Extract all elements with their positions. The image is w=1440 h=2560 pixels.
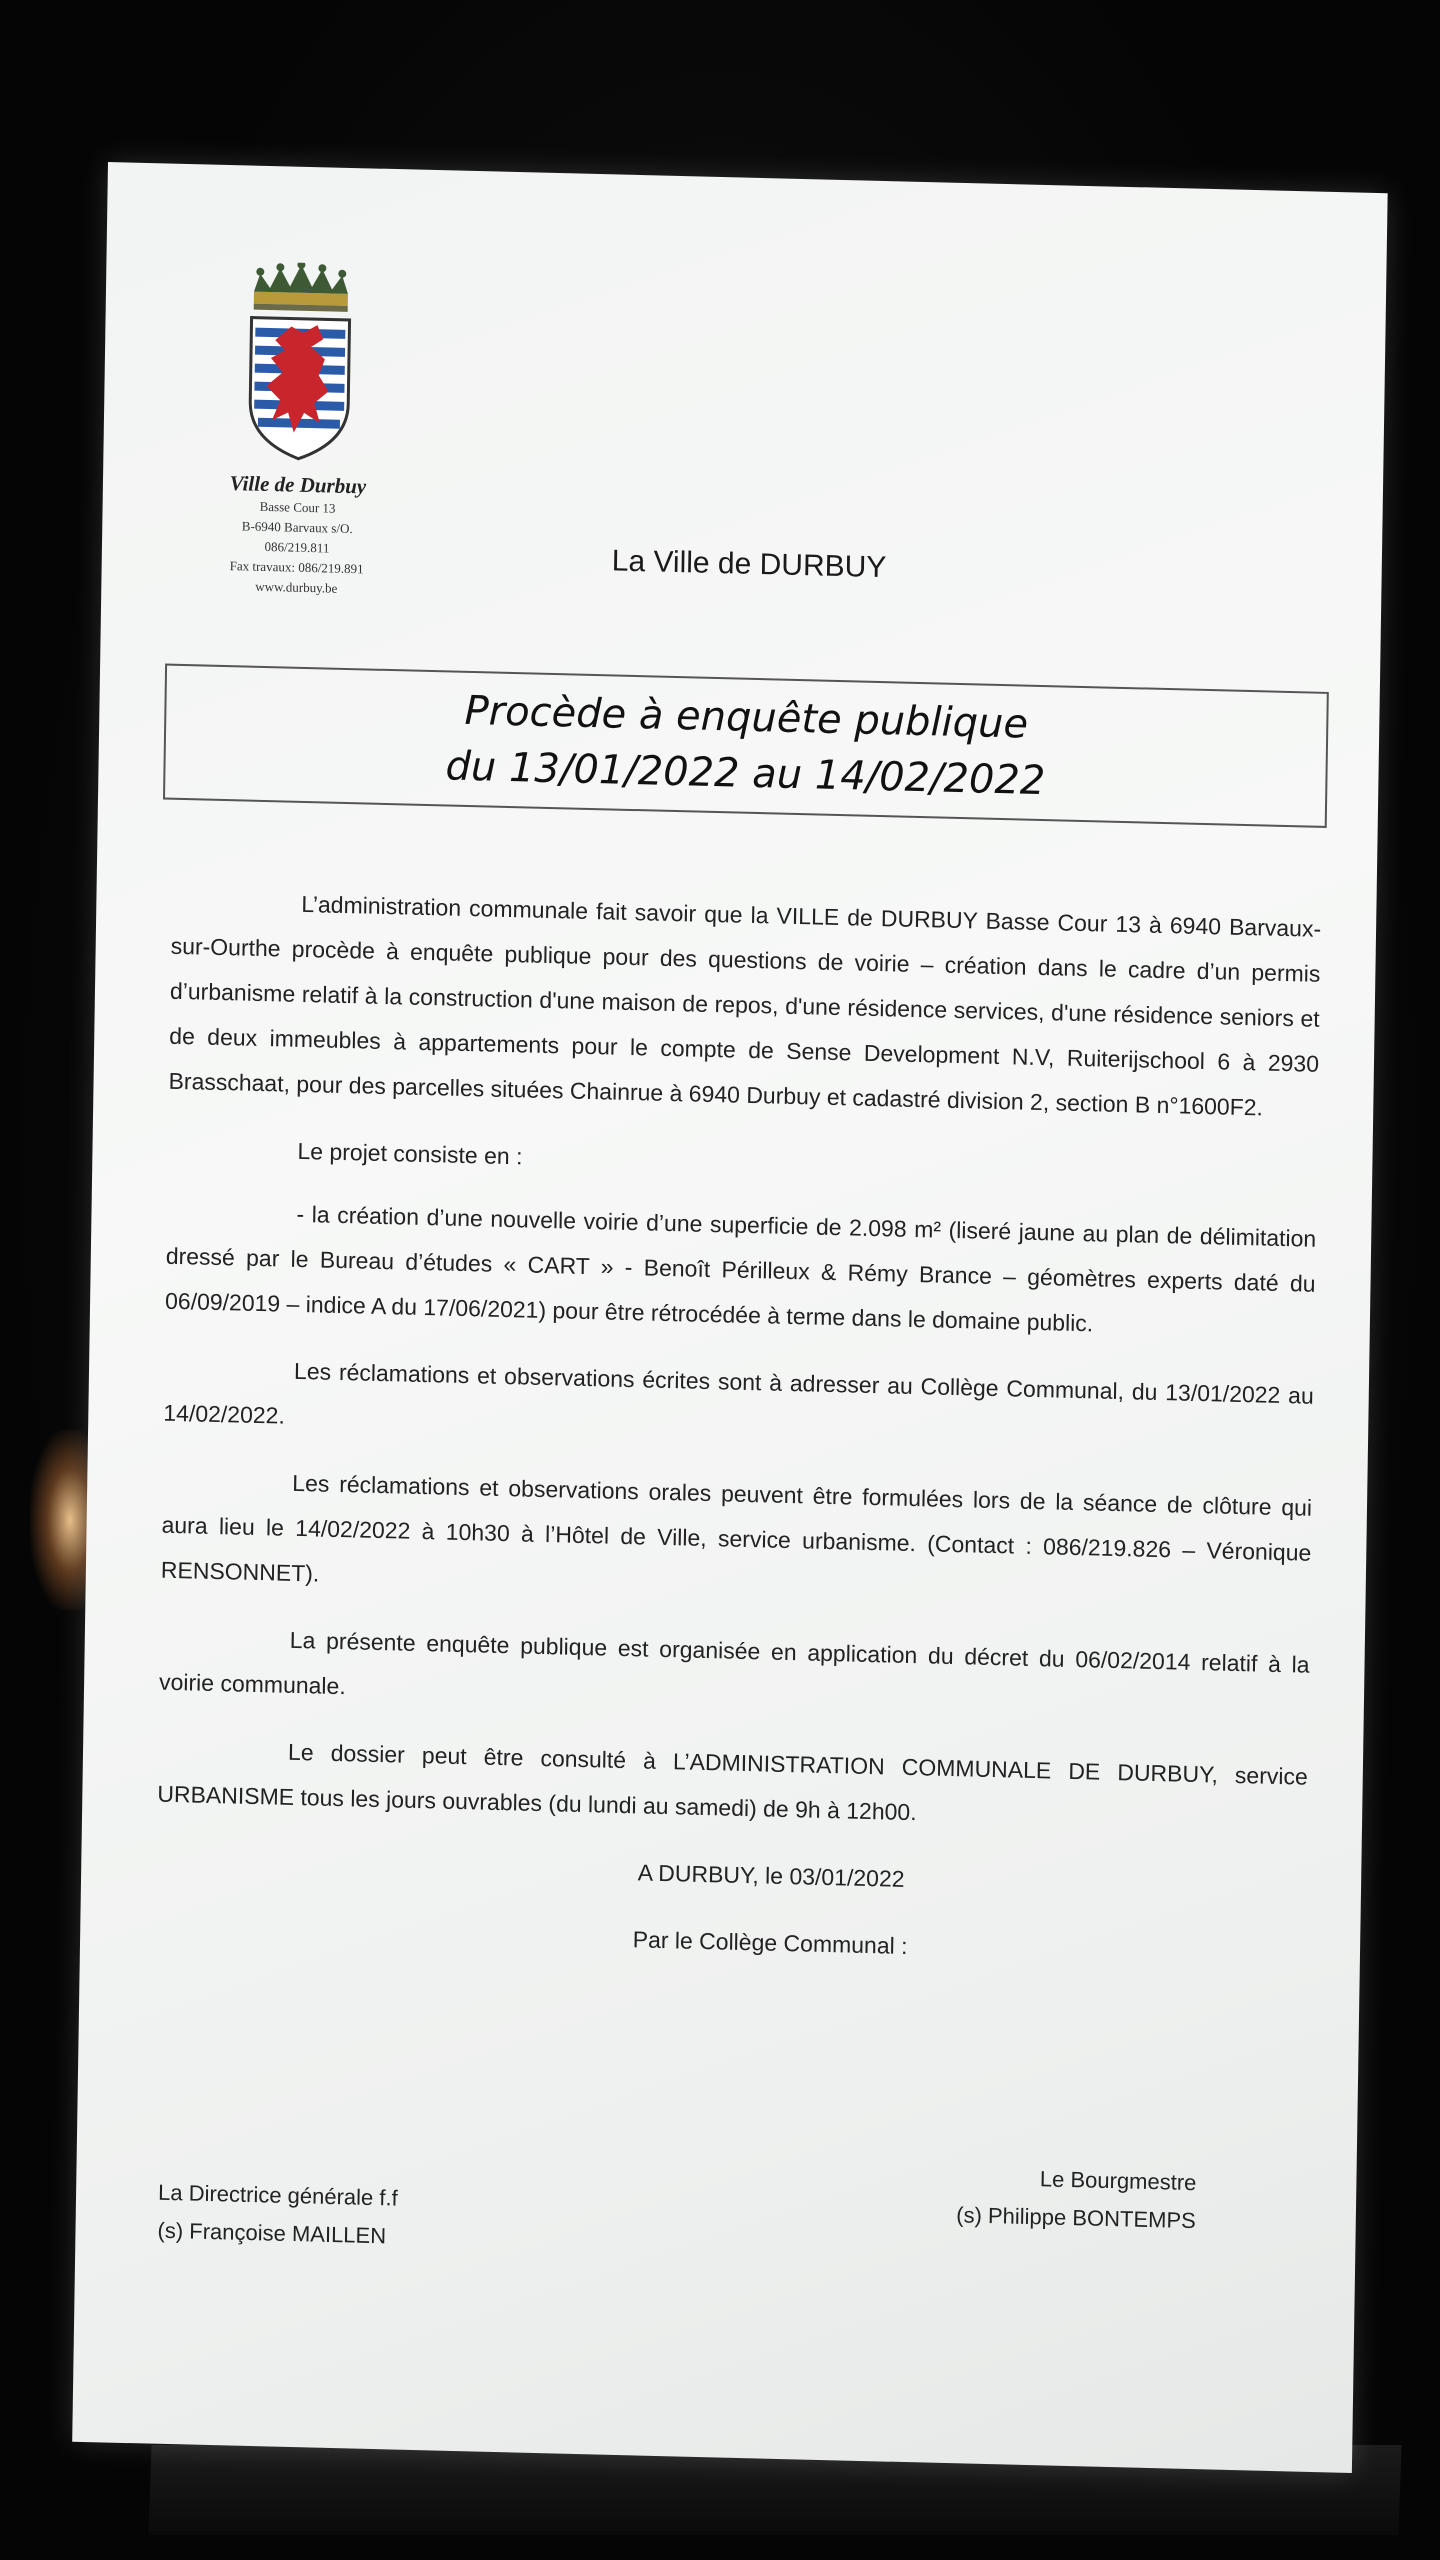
letterhead (206, 261, 391, 600)
director-name: (s) Françoise MAILLEN (157, 2217, 387, 2249)
director-role: La Directrice générale f.f (157, 2179, 398, 2211)
crown-icon (254, 261, 349, 311)
mayor-role: Le Bourgmestre (1039, 2166, 1197, 2196)
fax-line: Fax travaux: 086/219.891 (229, 558, 364, 577)
town-heading: La Ville de DURBUY (611, 544, 887, 585)
paragraph-announcement: L’administration communale fait savoir que la VILLE de DURBUY Basse Cour 13 à 6940 Barvaux-sur-Ourthe procède à enquête publique pour des questions de voirie – création dans le cadre d’un permis d’urbanisme relatif à la construction d'une maison de repos, d'une résidence services, d'une résidence seniors et de deux immeubles à appartements pour le compte de Sense Development N.V, Ruiterijschool 6 à 2930 Brasschaat, pour des parcelles situées Chainrue à 6940 Durbuy et cadastré division 2, section B n°1600F2. (168, 890, 1322, 1121)
notice-sheet (72, 162, 1387, 2473)
paragraph-project-detail: - la création d’une nouvelle voirie d’une superficie de 2.098 m² (liseré jaune au plan de délimitation dressé par le Bureau d’études « CART » - Benoît Périlleux & Rémy Brance – géomètres experts daté du 06/09/2019 – indice A du 17/06/2021) pour être rétrocédée à terme dans le domaine public. (164, 1200, 1317, 1337)
paragraph-project-intro: Le projet consiste en : (297, 1137, 523, 1170)
paragraph-written-claims: Les réclamations et observations écrites sont à adresser au Collège Communal, du 13/01/2022 au 14/02/2022. (163, 1357, 1314, 1429)
paragraph-consultation: Le dossier peut être consulté à L’ADMINISTRATION COMMUNALE DE DURBUY, service URBANISME tous les jours ouvrables (du lundi au samedi) de 9h à 12h00. (157, 1738, 1308, 1826)
place-date-line: A DURBUY, le 03/01/2022 (637, 1859, 905, 1892)
notice-title: Procède à enquête publique (464, 687, 1029, 748)
durbuy-coat-of-arms-icon (243, 261, 356, 464)
paragraph-legal-basis: La présente enquête publique est organisée en application du décret du 06/02/2014 relatif à la voirie communale. (158, 1626, 1310, 1700)
signature-director (157, 2174, 398, 2256)
paragraph-oral-claims: Les réclamations et observations orales peuvent être formulées lors de la séance de clôture qui aura lieu le 14/02/2022 à 10h30 à l’Hôtel de Ville, service urbanisme. (Contact : 086/219.826 – Véronique RENSONNET). (160, 1469, 1313, 1587)
notice-title-box (163, 664, 1329, 828)
website-line: www.durbuy.be (255, 578, 338, 596)
notice-body (155, 879, 1322, 1979)
address-line: Basse Cour 13 (259, 498, 336, 516)
phone-line: 086/219.811 (264, 538, 330, 556)
college-line: Par le Collège Communal : (632, 1926, 908, 1959)
address-line: B-6940 Barvaux s/O. (241, 518, 353, 537)
mayor-name: (s) Philippe BONTEMPS (956, 2202, 1196, 2234)
notice-period: du 13/01/2022 au 14/02/2022 (445, 743, 1046, 805)
town-name: Ville de Durbuy (229, 471, 367, 499)
signature-mayor (956, 2158, 1197, 2240)
shield-icon (249, 318, 349, 460)
